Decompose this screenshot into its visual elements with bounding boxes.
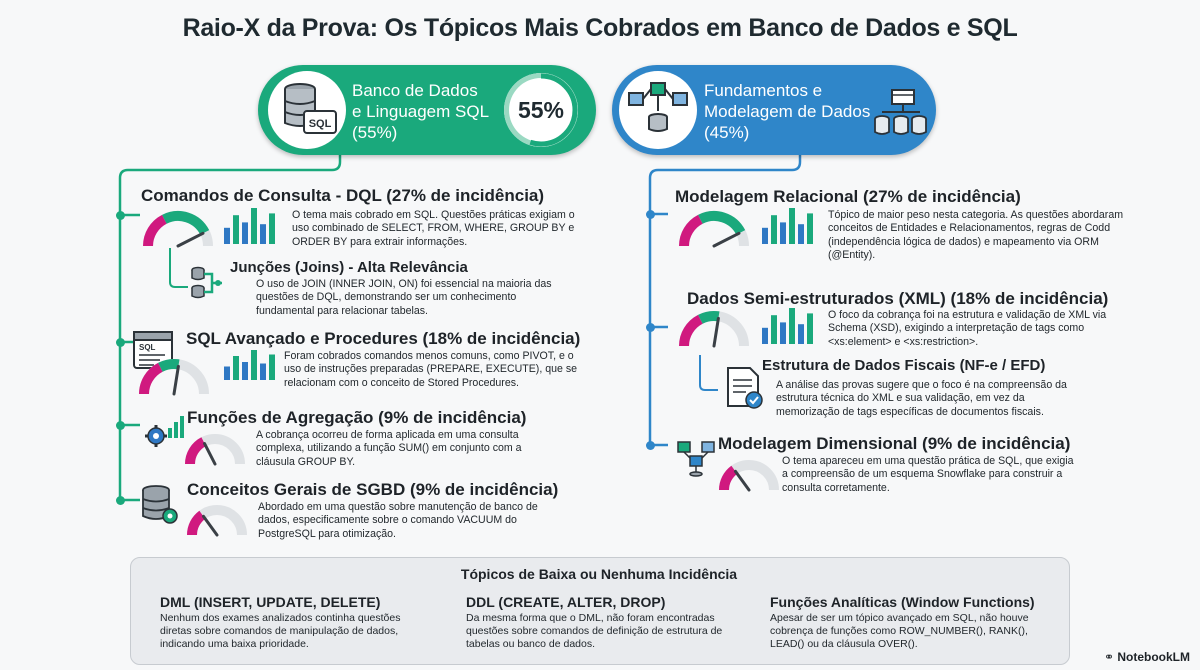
section-desc-agregacao: A cobrança ocorreu de forma aplicada em uma consulta complexa, utilizando a função SUM() em conjunto com a cláusula GROUP BY. bbox=[256, 429, 522, 468]
icon-bar bbox=[251, 350, 257, 380]
pill-line-3: (55%) bbox=[352, 123, 398, 142]
bar-chart-icon bbox=[760, 306, 818, 346]
gauge-segment-low bbox=[724, 470, 734, 490]
flowchart-icon bbox=[619, 71, 697, 149]
icon-bar bbox=[233, 356, 239, 380]
page-title: Raio-X da Prova: Os Tópicos Mais Cobrados em Banco de Dados e SQL bbox=[182, 14, 1018, 42]
pill-line-2: e Linguagem SQL bbox=[352, 102, 490, 121]
section-desc-dql: O tema mais cobrado em SQL. Questões práticas exigiam o uso combinado de SELECT, FROM, WHERE, GROUP BY e ORDER BY para extrair informações. bbox=[292, 209, 575, 248]
gauge-needle bbox=[178, 233, 203, 246]
icon-bar bbox=[780, 222, 786, 244]
gauge-needle bbox=[205, 444, 215, 464]
pill-line-1: Banco de Dados bbox=[352, 81, 478, 100]
low-topic-desc-ddl: Da mesma forma que o DML, não foram encontradas questões sobre comandos de definição de estrutura de tabelas ou banco de dados. bbox=[466, 612, 723, 650]
icon-bar bbox=[762, 228, 768, 244]
schema-icon bbox=[674, 438, 718, 482]
icon-bar bbox=[260, 364, 266, 381]
gauge-segment-fill bbox=[164, 216, 204, 232]
connector-dot bbox=[116, 211, 125, 220]
icon-bar bbox=[242, 362, 248, 380]
gauge-segment-low bbox=[192, 515, 202, 535]
sub-desc-fiscal: A análise das provas sugere que o foco é na compreensão da estrutura técnica do XML e sua validação, em vez da memorização de tags específicas de documentos fiscais. bbox=[776, 379, 1067, 418]
icon-bar bbox=[771, 215, 777, 244]
gauge-needle bbox=[714, 233, 739, 246]
icon-bar bbox=[269, 355, 275, 381]
gauge-segment-low bbox=[148, 219, 164, 246]
low-incidence-title: Tópicos de Baixa ou Nenhuma Incidência bbox=[460, 566, 738, 582]
document-check-icon bbox=[722, 366, 766, 410]
icon-bar bbox=[789, 308, 795, 344]
database-tables-icon bbox=[872, 88, 928, 138]
sub-desc-joins: O uso de JOIN (INNER JOIN, ON) foi essencial na maioria das questões de DQL, demonstrando ser um conhecimento fundamental para relacionar tabelas. bbox=[256, 278, 552, 317]
gauge-segment-fill bbox=[700, 316, 718, 319]
icon-bar bbox=[224, 367, 230, 381]
gauge-chart bbox=[676, 206, 752, 250]
icon-bar bbox=[242, 222, 248, 244]
svg-text:SQL: SQL bbox=[308, 118, 332, 130]
pill-line-2: Modelagem de Dados bbox=[704, 102, 871, 121]
database-sql-icon bbox=[268, 71, 346, 149]
notebooklm-badge bbox=[1104, 650, 1190, 664]
section-title-sql-avancado: SQL Avançado e Procedures (18% de incidência) bbox=[186, 329, 581, 348]
gauge-needle bbox=[174, 366, 178, 394]
gauge-segment-low bbox=[144, 367, 160, 394]
gauge-chart bbox=[140, 206, 216, 250]
gauge-needle bbox=[203, 516, 217, 535]
icon-bar bbox=[251, 208, 257, 244]
notebooklm-logo-icon: ⚭ bbox=[1103, 650, 1114, 664]
gauge-segment-low bbox=[684, 319, 700, 346]
section-desc-relacional: Tópico de maior peso nesta categoria. As questões abordaram conceitos de Entidades e Relacionamentos, regras de Codd (independência lógica de dados) e mapeamento via ORM (@Entity). bbox=[828, 209, 1124, 262]
icon-bar bbox=[233, 215, 239, 244]
gauge-segment-fill bbox=[160, 364, 178, 367]
pill-line-3: (45%) bbox=[704, 123, 750, 142]
connector-dot bbox=[116, 421, 125, 430]
section-title-agregacao: Funções de Agregação (9% de incidência) bbox=[187, 408, 527, 427]
gauge-needle bbox=[714, 318, 718, 346]
icon-bar bbox=[771, 315, 777, 344]
bar-chart-icon bbox=[222, 206, 280, 246]
gauge-segment-fill bbox=[700, 216, 740, 232]
gauge-segment-low bbox=[684, 219, 700, 246]
section-desc-sgbd: Abordado em uma questão sobre manutenção de banco de dados, especificamente sobre o comando VACUUM do PostgreSQL para otimização. bbox=[258, 501, 538, 540]
gauge-chart bbox=[136, 354, 212, 398]
icon-bar bbox=[224, 228, 230, 244]
section-desc-dimensional: O tema apareceu em uma questão prática de SQL, que exigia a compreensão de um esquema Snowflake para construir a consulta corretamente. bbox=[782, 455, 1074, 494]
low-topic-title-ddl: DDL (CREATE, ALTER, DROP) bbox=[466, 594, 666, 610]
gauge-segment-low bbox=[190, 442, 204, 464]
icon-bar bbox=[807, 313, 813, 344]
gauge-chart bbox=[182, 428, 248, 468]
gauge-chart bbox=[716, 454, 782, 494]
gauge-needle bbox=[735, 471, 749, 490]
gauge-chart bbox=[184, 499, 250, 539]
percent-ring bbox=[504, 73, 578, 147]
icon-bar bbox=[798, 324, 804, 344]
percent-circle: 55% bbox=[504, 73, 578, 147]
section-desc-sql-avancado: Foram cobrados comandos menos comuns, como PIVOT, e o uso de instruções preparadas (PREPARE, EXECUTE), que se relacionam com o conceito de Stored Procedures. bbox=[284, 350, 578, 389]
low-topic-desc-dml: Nenhum dos exames analizados continha questões diretas sobre comandos de manipulação de dados, indicando uma baixa prioridade. bbox=[160, 612, 401, 650]
svg-text:SQL: SQL bbox=[139, 343, 156, 352]
section-title-dql: Comandos de Consulta - DQL (27% de incidência) bbox=[141, 186, 545, 205]
gauge-chart bbox=[676, 306, 752, 350]
gear-chart-icon bbox=[142, 410, 186, 450]
icon-bar bbox=[780, 322, 786, 344]
icon-bar bbox=[269, 213, 275, 244]
database-gear-icon bbox=[136, 482, 182, 528]
bar-chart-icon bbox=[222, 348, 280, 382]
connector-dot bbox=[646, 441, 655, 450]
badge-label: NotebookLM bbox=[1117, 650, 1190, 664]
section-desc-xml: O foco da cobrança foi na estrutura e validação de XML via Schema (XSD), exigindo a interpretação de tags como <xs:element> e <xs:restriction>. bbox=[828, 309, 1107, 348]
icon-bar bbox=[807, 213, 813, 244]
connector-dot bbox=[646, 323, 655, 332]
low-topic-desc-window: Apesar de ser um tópico avançado em SQL, não houve cobrença de funções como ROW_NUMBER(), RANK(), LEAD() ou da cláusula OVER(). bbox=[770, 612, 1029, 650]
section-title-dimensional: Modelagem Dimensional (9% de incidência) bbox=[718, 434, 1071, 453]
connector-dot bbox=[646, 210, 655, 219]
low-topic-title-dml: DML (INSERT, UPDATE, DELETE) bbox=[160, 594, 381, 610]
sub-title-joins: Junções (Joins) - Alta Relevância bbox=[230, 259, 468, 276]
bar-chart-icon bbox=[760, 206, 818, 246]
connector-dot bbox=[116, 496, 125, 505]
low-topic-title-window: Funções Analíticas (Window Functions) bbox=[770, 594, 1035, 610]
icon-bar bbox=[260, 224, 266, 244]
section-title-relacional: Modelagem Relacional (27% de incidência) bbox=[675, 187, 1021, 206]
pill-line-1: Fundamentos e bbox=[704, 81, 823, 100]
section-title-xml: Dados Semi-estruturados (XML) (18% de incidência) bbox=[687, 289, 1109, 308]
section-title-sgbd: Conceitos Gerais de SGBD (9% de incidência) bbox=[187, 480, 559, 499]
sub-title-fiscal: Estrutura de Dados Fiscais (NF-e / EFD) bbox=[762, 357, 1046, 374]
join-icon bbox=[188, 262, 228, 302]
icon-bar bbox=[798, 224, 804, 244]
icon-bar bbox=[762, 328, 768, 344]
connector-dot bbox=[116, 338, 125, 347]
icon-bar bbox=[789, 208, 795, 244]
